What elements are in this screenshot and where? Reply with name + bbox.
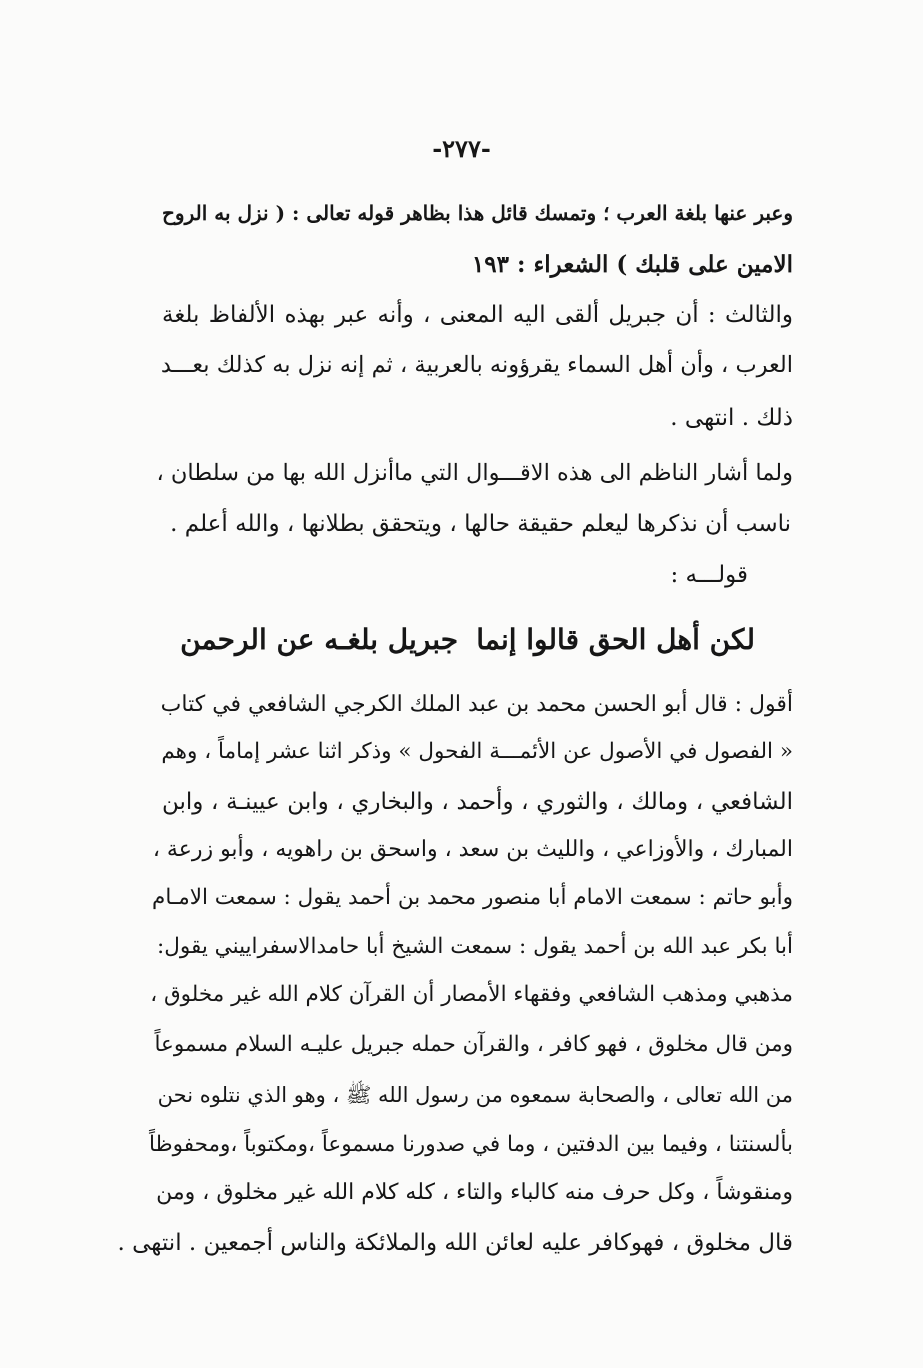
text-line: ومن قال مخلوق ، فهو كافر ، والقرآن حمله جبريل عليـه السلام مسموعاً xyxy=(154,1032,793,1057)
text-line: ومنقوشاً ، وكل حرف منه كالباء والتاء ، كله كلام الله غير مخلوق ، ومن xyxy=(156,1180,793,1205)
page-number: -٢٧٧- xyxy=(432,134,491,163)
text-line: من الله تعالى ، والصحابة سمعوه من رسول الله ﷺ ، وهو الذي نتلوه نحن xyxy=(157,1083,793,1107)
text-line: ذلك . انتهى . xyxy=(670,405,793,431)
verse-hemistich-2: جبريل بلغـه عن الرحمن xyxy=(180,623,458,656)
text-line: بألسنتنا ، وفيما بين الدفتين ، وما في صدورنا مسموعاً ،ومكتوباً ،ومحفوظاً xyxy=(148,1132,793,1157)
text-line: ولما أشار الناظم الى هذه الاقـــوال التي ماأنزل الله بها من سلطان ، xyxy=(156,460,793,486)
text-line: مذهبي ومذهب الشافعي وفقهاء الأمصار أن القرآن كلام الله غير مخلوق ، xyxy=(150,982,793,1007)
text-line: وعبر عنها بلغة العرب ؛ وتمسك قائل هذا بظاهر قوله تعالى : ( نزل به الروح xyxy=(162,201,793,225)
text-line: العرب ، وأن أهل السماء يقرؤونه بالعربية ، ثم إنه نزل به كذلك بعـــد xyxy=(160,352,793,378)
text-line: قال مخلوق ، فهوكافر عليه لعائن الله والملائكة والناس أجمعين . انتهى . xyxy=(117,1230,793,1256)
text-line: الامين على قلبك ) الشعراء : ١٩٣ xyxy=(471,251,793,278)
text-line: « الفصول في الأصول عن الأئمـــة الفحول » وذكر اثنا عشر إماماً ، وهم xyxy=(161,739,793,764)
text-line: المبارك ، والأوزاعي ، والليث بن سعد ، واسحق بن راهويه ، وأبو زرعة ، xyxy=(152,837,793,862)
text-line: أقول : قال أبو الحسن محمد بن عبد الملك الكرجي الشافعي في كتاب xyxy=(160,692,793,717)
text-line: وأبو حاتم : سمعت الامام أبا منصور محمد بن أحمد يقول : سمعت الامـام xyxy=(152,885,793,910)
text-line: ناسب أن نذكرها ليعلم حقيقة حالها ، ويتحقق بطلانها ، والله أعلم . xyxy=(170,511,791,537)
text-line: الشافعي ، ومالك ، والثوري ، وأحمد ، والبخاري ، وابن عيينـة ، وابن xyxy=(162,789,793,815)
text-line: والثالث : أن جبريل ألقى اليه المعنى ، وأنه عبر بهذه الألفاظ بلغة xyxy=(162,302,793,328)
verse-hemistich-1: لكن أهل الحق قالوا إنما xyxy=(476,623,755,656)
qawluhu-label: قولـــه : xyxy=(670,562,748,588)
text-line: أبا بكر عبد الله بن أحمد يقول : سمعت الشيخ أبا حامدالاسفراييني يقول: xyxy=(157,934,793,959)
